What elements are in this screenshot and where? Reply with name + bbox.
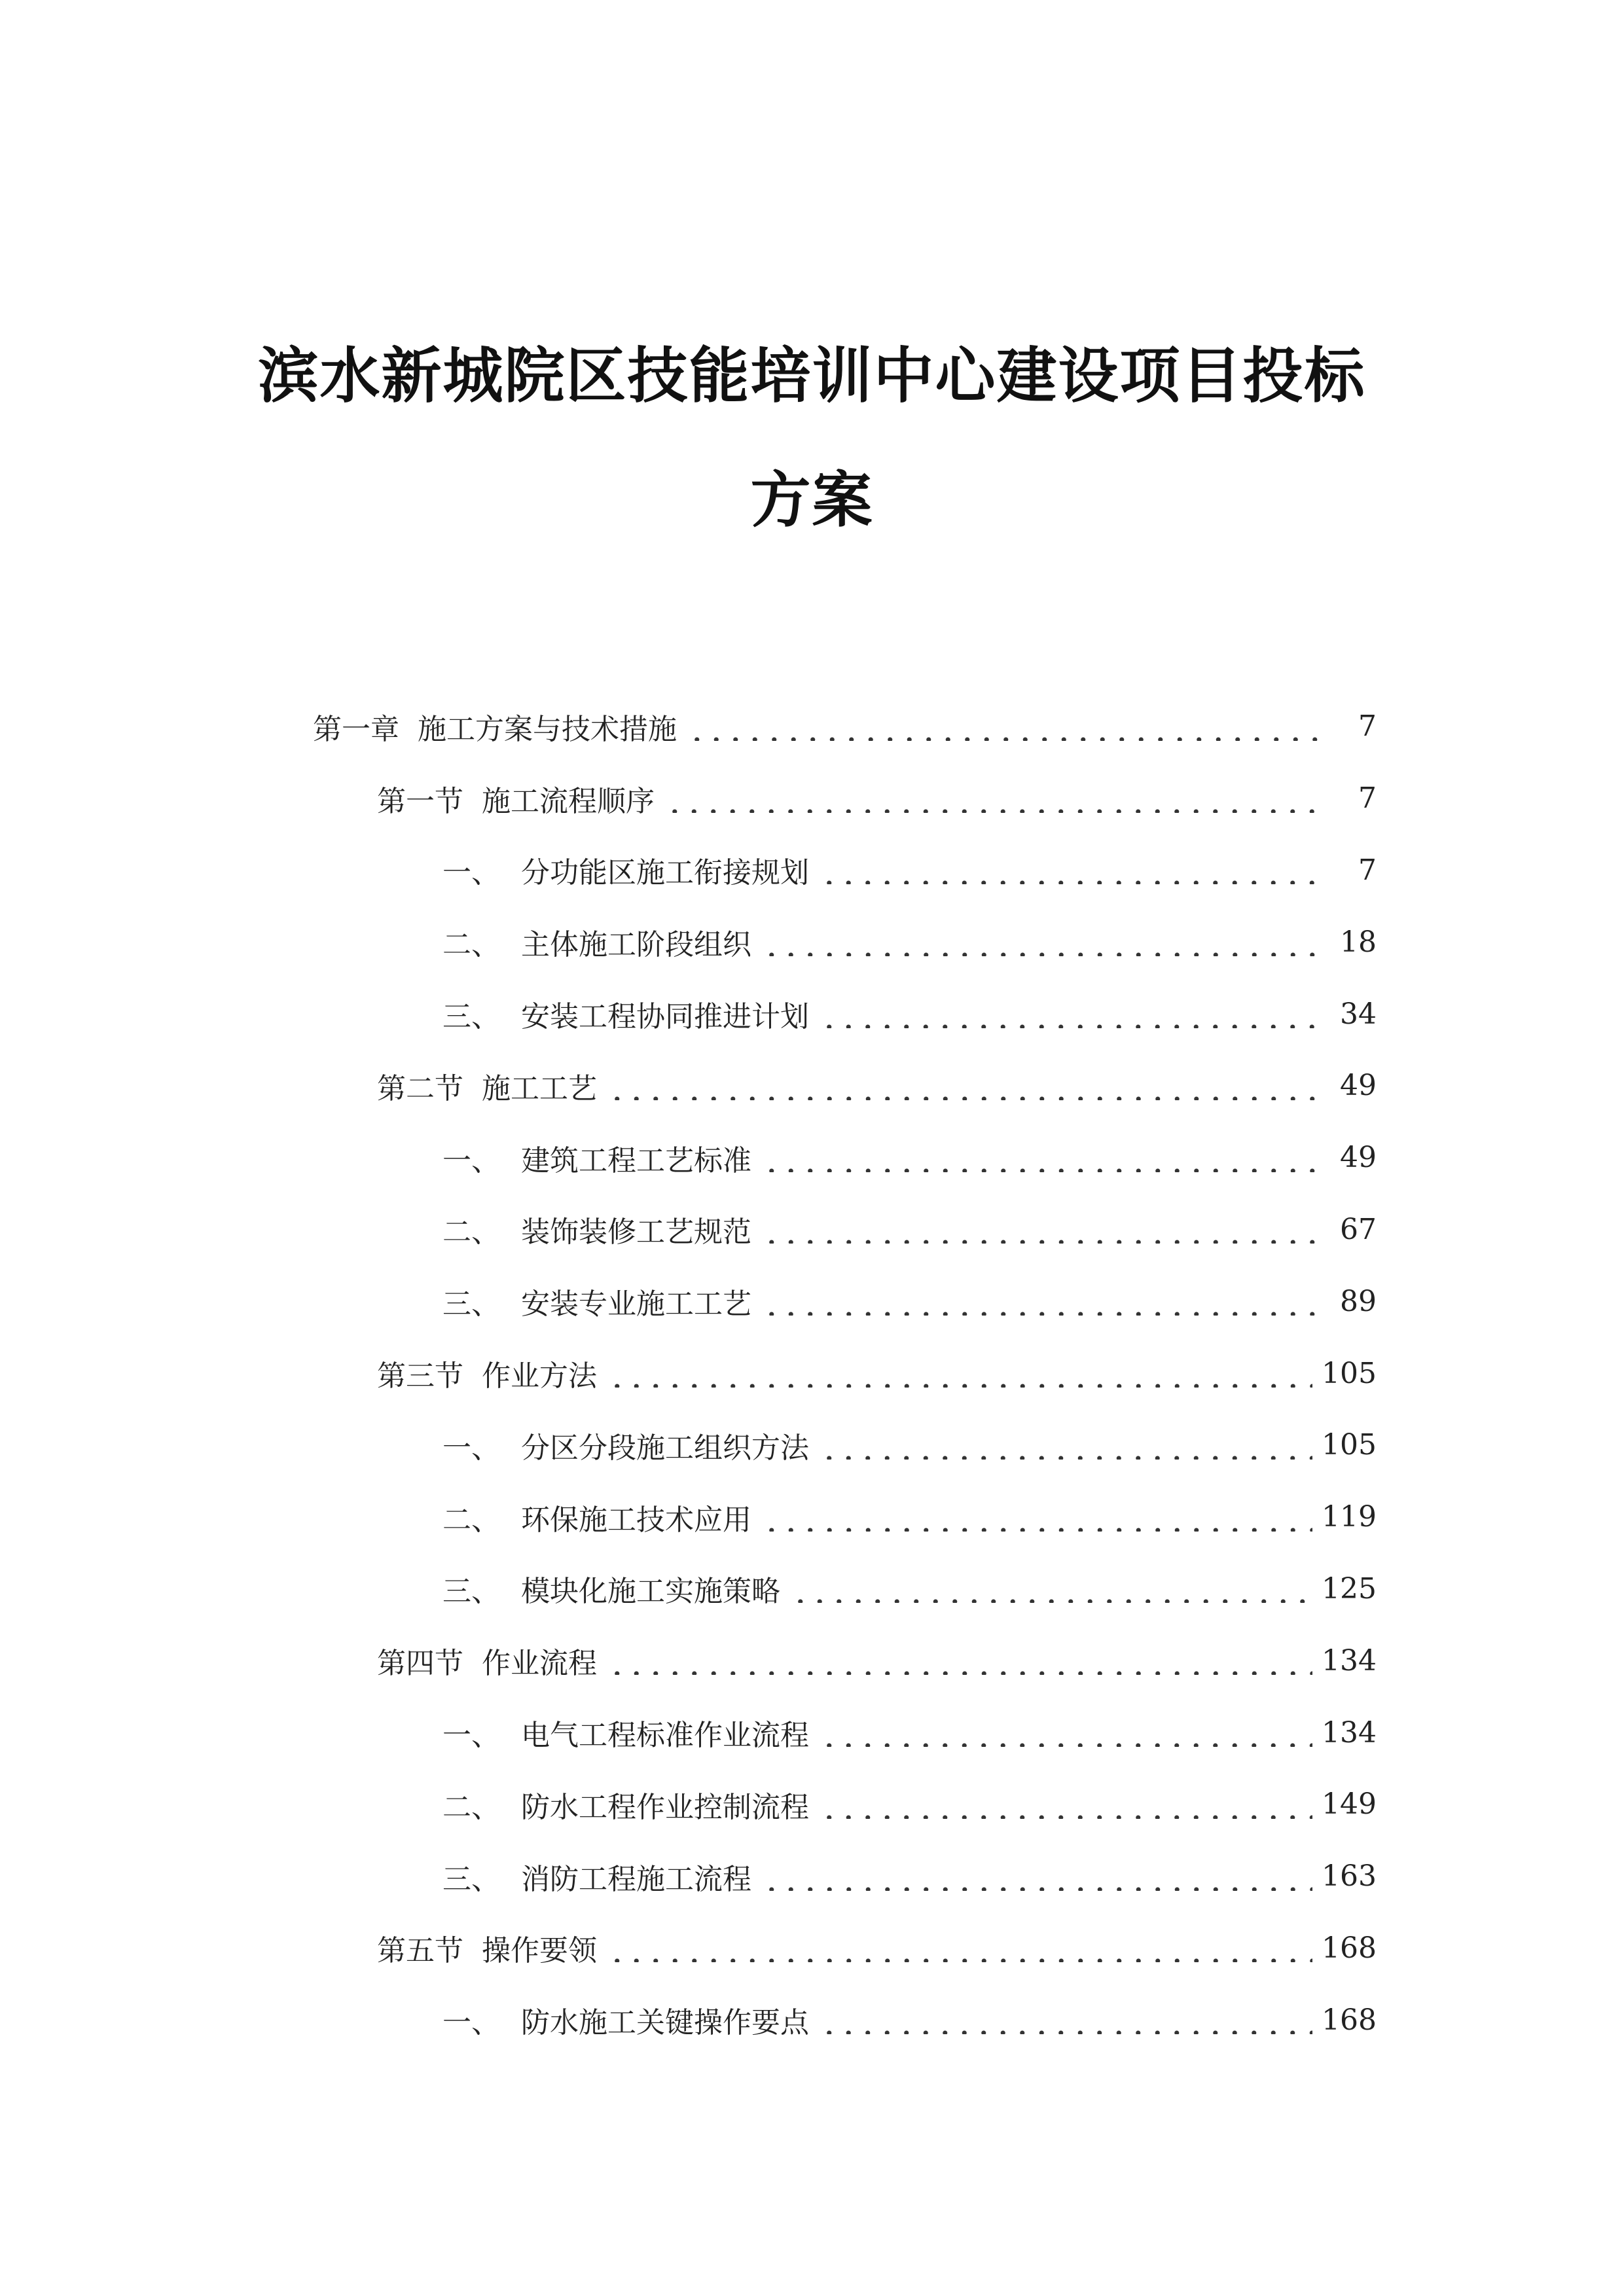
toc-dot-leader <box>607 1933 1312 1962</box>
document-title <box>0 314 1624 563</box>
toc-entry[interactable] <box>0 691 1624 762</box>
toc-page-number: 18 <box>1340 925 1377 959</box>
toc-entry[interactable] <box>0 1050 1624 1122</box>
toc-page-number: 49 <box>1340 1141 1377 1175</box>
toc-page-number: 7 <box>1358 709 1377 744</box>
toc-dot-leader <box>687 712 1328 741</box>
toc-page-number: 149 <box>1322 1787 1377 1821</box>
toc-entry-number: 一、 <box>442 2006 500 2040</box>
toc-entry-number: 三、 <box>442 1000 500 1034</box>
toc-entry[interactable] <box>0 1696 1624 1768</box>
toc-entry-number: 二、 <box>442 1790 500 1824</box>
toc-entry-title: 电气工程标准作业流程 <box>521 1719 809 1753</box>
toc-page-number: 89 <box>1340 1284 1377 1318</box>
toc-dot-leader <box>762 1143 1328 1172</box>
toc-dot-leader <box>607 1646 1312 1675</box>
toc-entry-number: 二、 <box>442 1503 500 1537</box>
toc-entry-title: 施工流程顺序 <box>482 784 655 818</box>
toc-entry-title: 施工工艺 <box>482 1071 597 1105</box>
toc-page-number: 7 <box>1358 781 1377 816</box>
toc-entry-title: 模块化施工实施策略 <box>521 1575 780 1609</box>
toc-entry[interactable] <box>0 834 1624 906</box>
toc-page-number: 125 <box>1322 1571 1377 1605</box>
toc-page-number: 67 <box>1340 1212 1377 1246</box>
toc-entry-title: 装饰装修工艺规范 <box>521 1215 751 1249</box>
toc-entry-title: 建筑工程工艺标准 <box>521 1143 751 1177</box>
toc-entry-number: 一、 <box>442 1143 500 1177</box>
toc-entry[interactable] <box>0 1768 1624 1840</box>
toc-dot-leader <box>820 999 1328 1028</box>
toc-entry-number: 三、 <box>442 1575 500 1609</box>
toc-page-number: 134 <box>1322 1715 1377 1749</box>
toc-entry[interactable] <box>0 978 1624 1050</box>
toc-page-number: 168 <box>1322 2003 1377 2037</box>
toc-entry[interactable] <box>0 1122 1624 1194</box>
toc-entry[interactable] <box>0 1840 1624 1912</box>
toc-entry-number: 一、 <box>442 856 500 890</box>
toc-entry-number: 二、 <box>442 928 500 962</box>
title-line-2: 方案 <box>750 465 874 535</box>
toc-dot-leader <box>762 1215 1328 1244</box>
toc-dot-leader <box>820 1790 1312 1819</box>
toc-page-number: 119 <box>1322 1500 1377 1534</box>
toc-dot-leader <box>665 784 1328 813</box>
toc-entry-title: 操作要领 <box>482 1934 597 1968</box>
toc-entry[interactable] <box>0 1624 1624 1696</box>
toc-entry[interactable] <box>0 1912 1624 1984</box>
toc-dot-leader <box>607 1071 1328 1100</box>
toc-entry-number: 第一节 <box>377 784 463 818</box>
toc-entry-title: 防水工程作业控制流程 <box>521 1790 809 1824</box>
toc-entry[interactable] <box>0 1553 1624 1625</box>
toc-dot-leader <box>820 1718 1312 1747</box>
toc-entry-title: 施工方案与技术措施 <box>418 712 677 746</box>
toc-dot-leader <box>762 1287 1328 1316</box>
toc-page-number: 168 <box>1322 1931 1377 1965</box>
toc-entry-number: 第一章 <box>313 712 399 746</box>
toc-page-number: 49 <box>1340 1069 1377 1103</box>
toc-dot-leader <box>820 855 1328 884</box>
toc-entry-number: 第三节 <box>377 1359 463 1393</box>
toc-dot-leader <box>762 1862 1312 1891</box>
title-line-1: 滨水新城院区技能培训中心建设项目投标 <box>258 341 1366 411</box>
toc-entry-number: 三、 <box>442 1862 500 1896</box>
toc-entry-title: 环保施工技术应用 <box>521 1503 751 1537</box>
toc-page-number: 34 <box>1340 997 1377 1031</box>
toc-entry-title: 主体施工阶段组织 <box>521 928 751 962</box>
toc-dot-leader <box>820 2005 1312 2034</box>
toc-entry-number: 一、 <box>442 1431 500 1465</box>
toc-entry-title: 作业流程 <box>482 1647 597 1681</box>
toc-dot-leader <box>762 927 1328 956</box>
toc-page-number: 105 <box>1322 1356 1377 1390</box>
toc-entry-number: 第二节 <box>377 1071 463 1105</box>
toc-entry-number: 一、 <box>442 1719 500 1753</box>
toc-entry-number: 三、 <box>442 1287 500 1321</box>
toc-entry[interactable] <box>0 906 1624 978</box>
toc-dot-leader <box>762 1503 1312 1532</box>
toc-entry[interactable] <box>0 762 1624 834</box>
toc-entry[interactable] <box>0 1265 1624 1337</box>
toc-dot-leader <box>791 1574 1312 1603</box>
toc-dot-leader <box>820 1431 1312 1460</box>
toc-entry-title: 防水施工关键操作要点 <box>521 2006 809 2040</box>
table-of-contents <box>0 691 1624 2056</box>
toc-dot-leader <box>607 1359 1312 1388</box>
toc-entry-number: 第四节 <box>377 1647 463 1681</box>
toc-page-number: 134 <box>1322 1643 1377 1677</box>
toc-entry[interactable] <box>0 1194 1624 1266</box>
toc-entry-title: 分功能区施工衔接规划 <box>521 856 809 890</box>
toc-entry-number: 二、 <box>442 1215 500 1249</box>
toc-entry-title: 分区分段施工组织方法 <box>521 1431 809 1465</box>
toc-entry-title: 安装专业施工工艺 <box>521 1287 751 1321</box>
toc-entry-title: 作业方法 <box>482 1359 597 1393</box>
toc-entry[interactable] <box>0 1481 1624 1553</box>
toc-entry-title: 消防工程施工流程 <box>521 1862 751 1896</box>
toc-entry-number: 第五节 <box>377 1934 463 1968</box>
toc-page-number: 7 <box>1358 853 1377 887</box>
toc-entry[interactable] <box>0 1984 1624 2056</box>
toc-page-number: 163 <box>1322 1859 1377 1893</box>
toc-page-number: 105 <box>1322 1428 1377 1462</box>
toc-entry[interactable] <box>0 1337 1624 1409</box>
toc-entry[interactable] <box>0 1409 1624 1481</box>
toc-entry-title: 安装工程协同推进计划 <box>521 1000 809 1034</box>
